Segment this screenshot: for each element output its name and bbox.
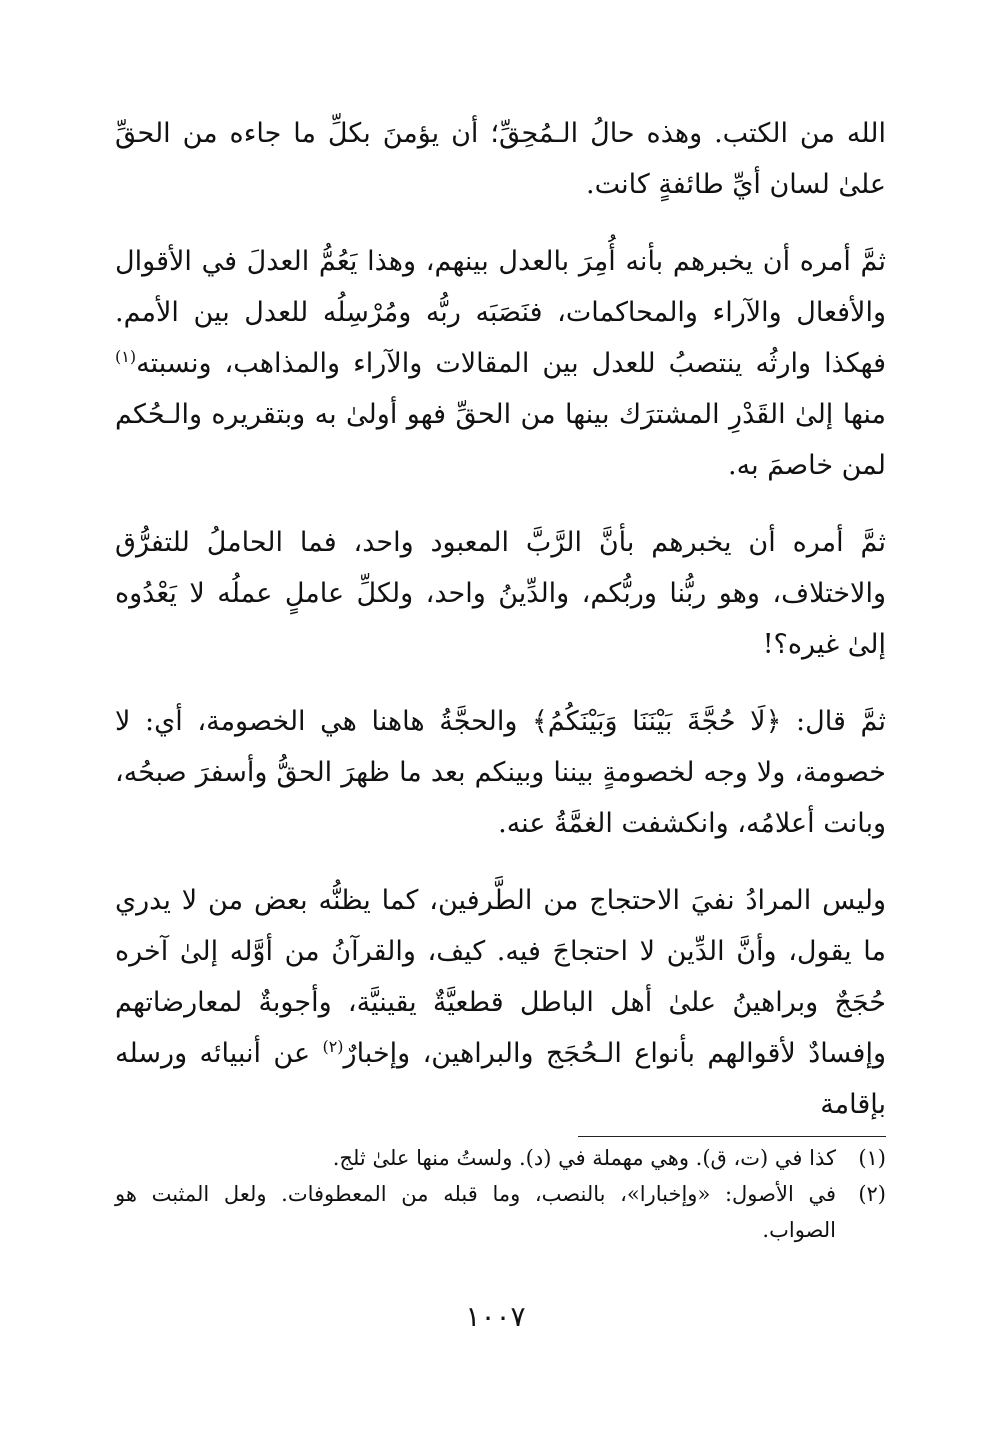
- footnote-1: [115, 1140, 886, 1176]
- footnote-text: كذا في (ت، ق). وهي مهملة في (د). ولستُ منها علىٰ ثلج.: [332, 1146, 836, 1170]
- footnotes: [115, 1140, 886, 1248]
- footnote-2: [115, 1176, 886, 1248]
- page-number: ١٠٠٧: [465, 1300, 526, 1333]
- paragraph-2-part-b: منها إلىٰ القَدْرِ المشترَك بينها من الحقِّ فهو أولىٰ به وبتقريره والـحُكم لمن خاصمَ به.: [115, 399, 886, 481]
- footnote-divider: [578, 1136, 886, 1137]
- footnote-ref-1: (١): [115, 347, 137, 366]
- paragraph-3: ثمَّ أمره أن يخبرهم بأنَّ الرَّبَّ المعبود واحد، فما الحاملُ للتفرُّق والاختلاف، وهو ربُّنا وربُّكم، والدِّينُ واحد، ولكلِّ عاملٍ عملُه لا يَعْدُوه إلىٰ غيره؟!: [115, 527, 886, 660]
- paragraph-5-part-b: عن أنبيائه ورسله بإقامة: [115, 1038, 886, 1120]
- paragraph-2-part-a: ثمَّ أمره أن يخبرهم بأنه أُمِرَ بالعدل بينهم، وهذا يَعُمُّ العدلَ في الأقوال والأفعال والآراء والمحاكمات، فنَصَبَه ربُّه ومُرْسِلُه للعدل بين الأمم. فهكذا وارثُه ينتصبُ للعدل بين المقالات والآراء والمذاهب، ونسبته: [115, 246, 886, 379]
- paragraph-5-part-a: وليس المرادُ نفيَ الاحتجاج من الطَّرفين، كما يظنُّه بعض من لا يدري ما يقول، وأنَّ الدِّين لا احتجاجَ فيه. كيف، والقرآنُ من أوَّله إلىٰ آخره حُجَجٌ وبراهينُ علىٰ أهل الباطل قطعيَّةٌ يقينيَّة، وأجوبةٌ لمعارضاتهم وإفسادٌ لأقوالهم بأنواع الـحُجَج والبراهين، وإخبارٌ: [115, 885, 886, 1069]
- footnote-text: في الأصول: «وإخبارا»، بالنصب، وما قبله من المعطوفات. ولعل المثبت هو الصواب.: [115, 1182, 836, 1242]
- main-text: [115, 108, 886, 1130]
- footnote-number: (٢): [858, 1182, 886, 1206]
- footnote-number: (١): [858, 1146, 886, 1170]
- paragraph-4: ثمَّ قال: ﴿لَا حُجَّةَ بَيْنَنَا وَبَيْنَكُمُ﴾ والحجَّةُ هاهنا هي الخصومة، أي: لا خصومة، ولا وجه لخصومةٍ بيننا وبينكم بعد ما ظهرَ الحقُّ وأسفرَ صبحُه، وبانت أعلامُه، وانكشفت الغمَّةُ عنه.: [115, 706, 886, 839]
- footnote-ref-2: (٢): [322, 1037, 344, 1056]
- paragraph-2: [115, 236, 886, 491]
- paragraph-5: [115, 875, 886, 1130]
- paragraph-1: الله من الكتب. وهذه حالُ الـمُحِقِّ؛ أن يؤمنَ بكلِّ ما جاءه من الحقِّ علىٰ لسان أيِّ طائفةٍ كانت.: [115, 118, 886, 200]
